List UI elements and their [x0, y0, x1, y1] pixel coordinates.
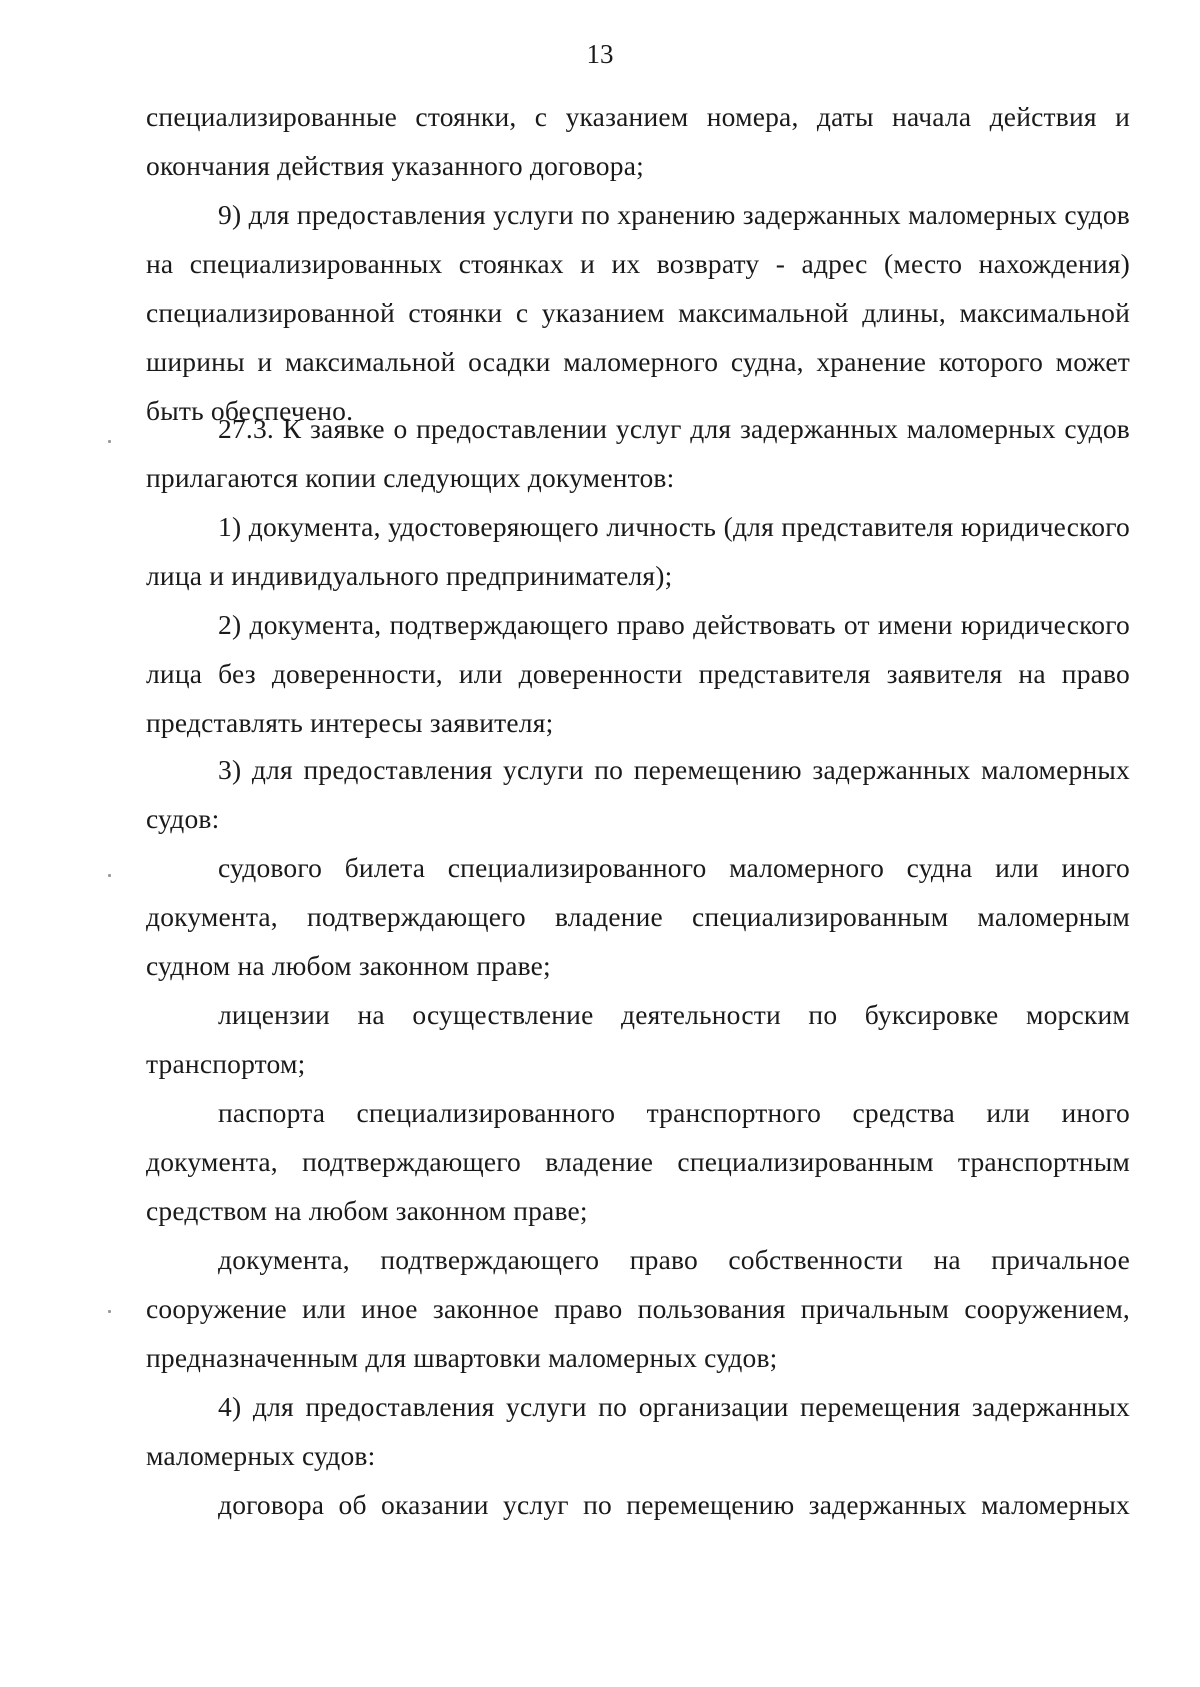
paragraph-item-2: 2) документа, подтверждающего право действовать от имени юридического лица без доверенности, или доверенности представителя заявителя на право представлять интересы заявителя; [146, 609, 1130, 738]
paragraph-vehicle-passport: паспорта специализированного транспортного средства или иного документа, подтверждающего владение специализированным транспортным средством на любом законном праве; [146, 1097, 1130, 1226]
paragraph-27-3: 27.3. К заявке о предоставлении услуг для задержанных маломерных судов прилагаются копии следующих документов: [146, 413, 1130, 493]
page-number: 13 [586, 39, 614, 69]
paragraph-contract: договора об оказании услуг по перемещению задержанных маломерных [218, 1489, 1130, 1520]
paragraph-item-1: 1) документа, удостоверяющего личность (для представителя юридического лица и индивидуального предпринимателя); [146, 511, 1130, 591]
paragraph-item-3: 3) для предоставления услуги по перемещению задержанных маломерных судов: [146, 754, 1130, 834]
paragraph-item-9: 9) для предоставления услуги по хранению задержанных маломерных судов на специализированных стоянках и их возврату - адрес (место нахождения) специализированной стоянки с указанием максимальной длины, максимальной ширины и максимальной осадки маломерного судна, хранение которого может быть обеспечено. [146, 199, 1130, 426]
paragraph-item-4: 4) для предоставления услуги по организации перемещения задержанных маломерных судов: [146, 1391, 1130, 1471]
margin-scan-mark [108, 874, 111, 877]
paragraph-vessel-ticket: судового билета специализированного маломерного судна или иного документа, подтверждающего владение специализированным маломерным судном на любом законном праве; [146, 852, 1130, 981]
margin-scan-mark [108, 440, 111, 443]
paragraph-license: лицензии на осуществление деятельности по буксировке морским транспортом; [146, 999, 1130, 1079]
margin-scan-mark [108, 1310, 111, 1313]
paragraph-continuation: специализированные стоянки, с указанием номера, даты начала действия и окончания действия указанного договора; [146, 101, 1130, 181]
paragraph-berth-ownership: документа, подтверждающего право собственности на причальное сооружение или иное законное право пользования причальным сооружением, предназначенным для швартовки маломерных судов; [146, 1244, 1130, 1373]
